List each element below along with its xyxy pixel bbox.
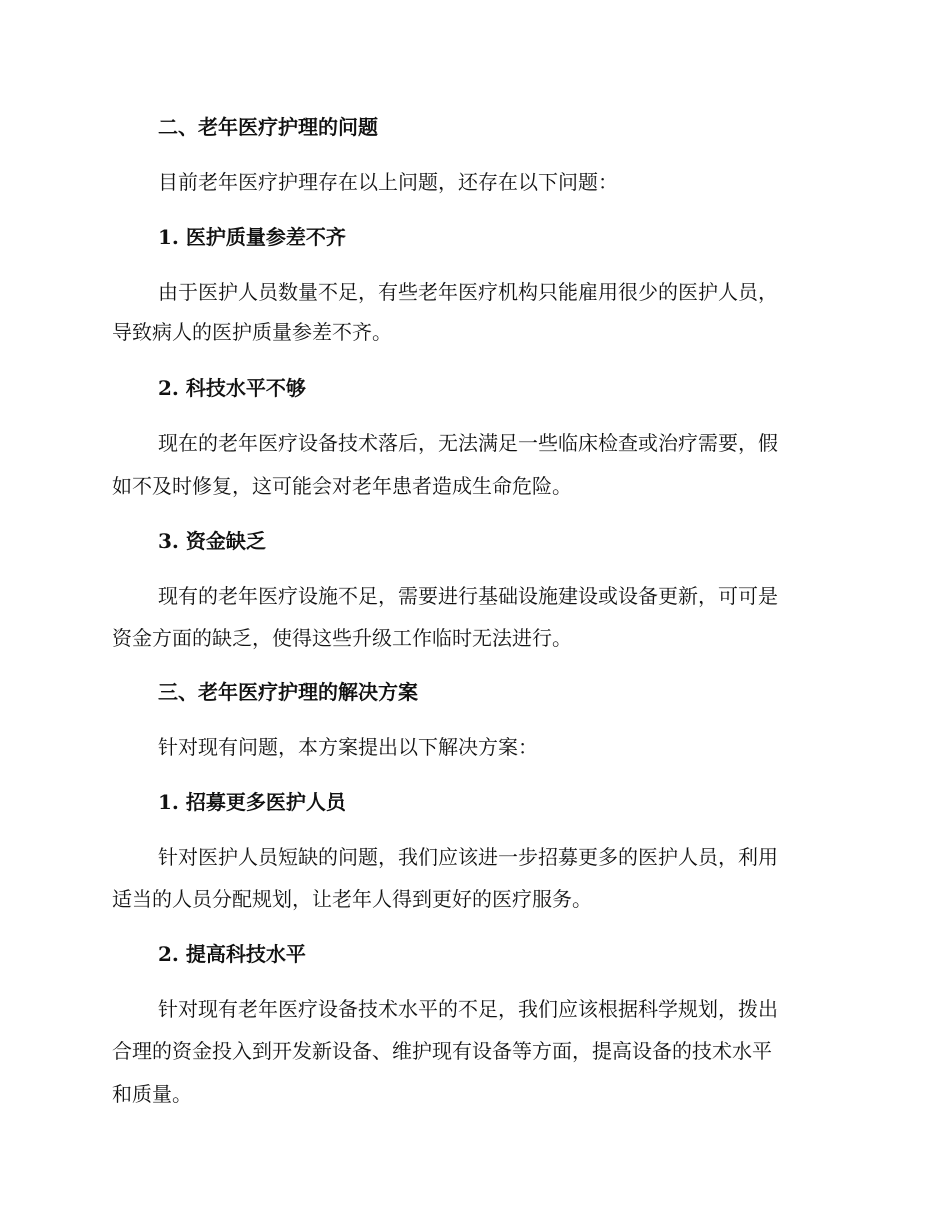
paragraph-line: 现在的老年医疗设备技术落后，无法满足一些临床检查或治疗需要，假 xyxy=(158,431,778,455)
paragraph-line: 和质量。 xyxy=(112,1082,192,1106)
paragraph-line: 针对医护人员短缺的问题，我们应该进一步招募更多的医护人员，利用 xyxy=(158,845,778,869)
item-heading: 2. 科技水平不够 xyxy=(158,376,306,400)
paragraph-line: 现有的老年医疗设施不足，需要进行基础设施建设或设备更新，可可是 xyxy=(158,584,778,608)
paragraph-line: 适当的人员分配规划，让老年人得到更好的医疗服务。 xyxy=(112,887,592,911)
paragraph-line: 资金方面的缺乏，使得这些升级工作临时无法进行。 xyxy=(112,626,572,650)
paragraph-line: 由于医护人员数量不足，有些老年医疗机构只能雇用很少的医护人员， xyxy=(158,280,778,304)
item-heading: 3. 资金缺乏 xyxy=(158,529,266,553)
item-heading: 2. 提高科技水平 xyxy=(158,942,306,966)
section-intro: 针对现有问题，本方案提出以下解决方案： xyxy=(158,735,538,759)
paragraph-line: 导致病人的医护质量参差不齐。 xyxy=(112,320,392,344)
item-heading: 1. 医护质量参差不齐 xyxy=(158,225,346,249)
paragraph-line: 如不及时修复，这可能会对老年患者造成生命危险。 xyxy=(112,474,572,498)
section-heading: 三、老年医疗护理的解决方案 xyxy=(158,680,418,704)
paragraph-line: 针对现有老年医疗设备技术水平的不足，我们应该根据科学规划，拨出 xyxy=(158,997,778,1021)
paragraph-line: 合理的资金投入到开发新设备、维护现有设备等方面，提高设备的技术水平 xyxy=(112,1039,772,1063)
section-heading: 二、老年医疗护理的问题 xyxy=(158,115,378,139)
section-intro: 目前老年医疗护理存在以上问题，还存在以下问题： xyxy=(158,170,618,194)
item-heading: 1. 招募更多医护人员 xyxy=(158,790,346,814)
